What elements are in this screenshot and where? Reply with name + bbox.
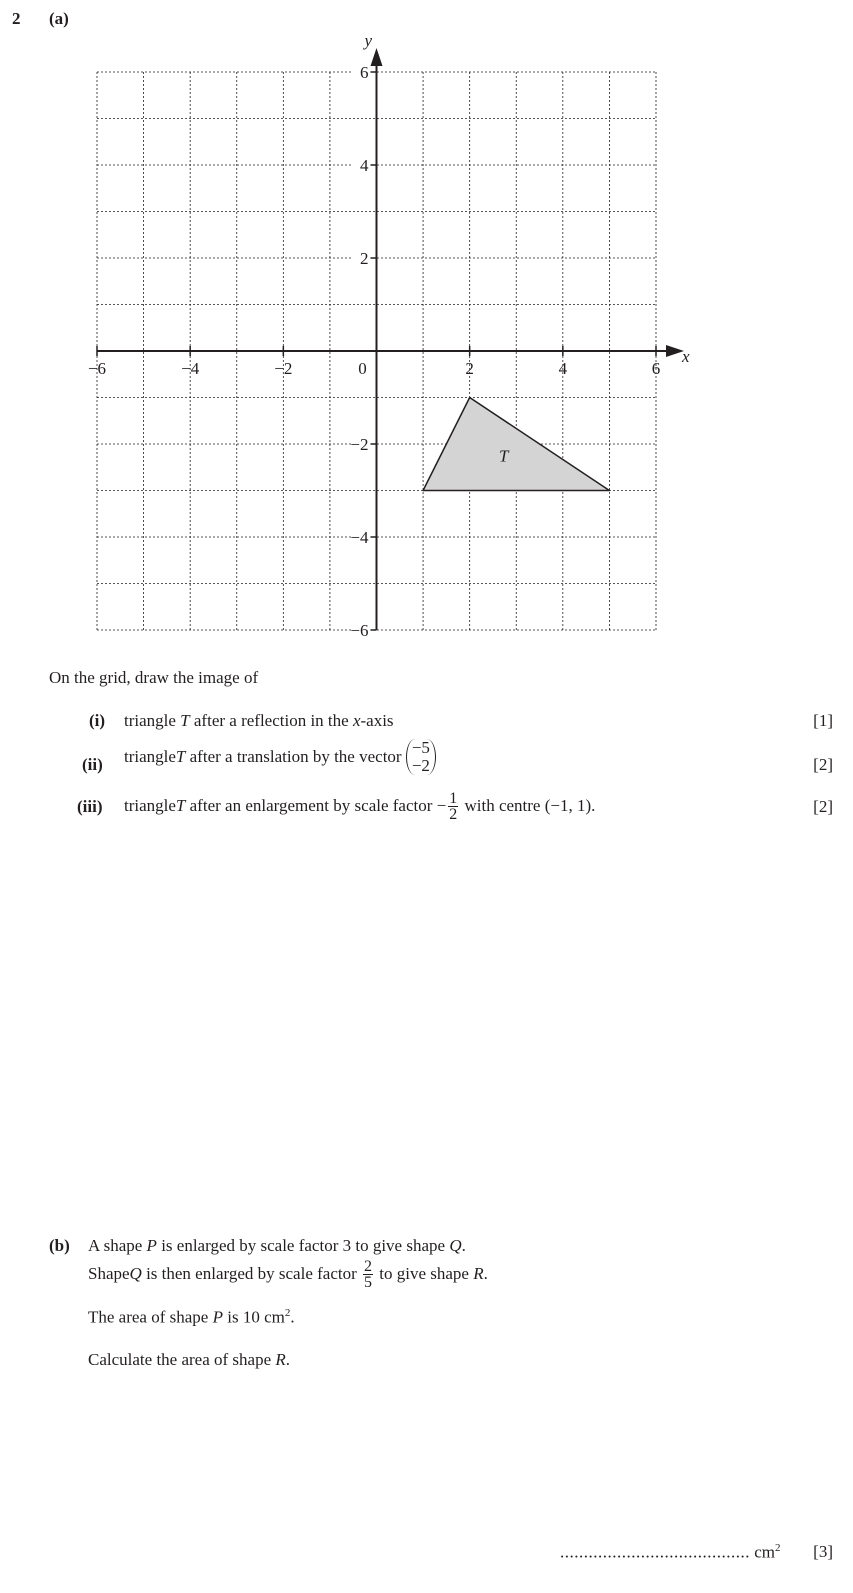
scale-factor-fraction: $\frac{1}{2}$ [449,789,458,823]
part-a-label: (a) [49,9,69,28]
item-iii-marks: [2] [813,797,833,816]
y-tick-label: −4 [350,528,369,547]
y-axis-label: y [364,31,373,50]
scale-factor-fraction-b: $\frac{2}{5}$ [364,1257,373,1291]
coordinate-grid[interactable] [0,0,853,650]
instruction-text: On the grid, draw the image of [49,668,259,687]
x-tick-label: 6 [651,359,661,378]
x-tick-label: 4 [558,359,568,378]
x-tick-label: −6 [87,359,107,378]
item-i-marks: [1] [813,711,833,730]
x-tick-label: −2 [274,359,293,378]
item-ii-text: triangle T after a translation by the vector −5 −2 [124,736,436,778]
part-b-label: (b) [49,1236,70,1255]
y-axis-arrow [371,48,383,66]
answer-line[interactable]: ........................................ $cm^2$ [560,1542,781,1562]
item-ii-label: (ii) [82,755,103,774]
x-tick-label: 2 [465,359,474,378]
x-tick-label: −4 [181,359,200,378]
item-i-label: (i) [89,711,106,730]
item-ii-marks: [2] [813,755,833,774]
part-b-line3: The area of shape P is 10 $cm^2$. [88,1307,295,1327]
item-i-text: triangle T after a reflection in the x-axis [124,711,394,730]
triangle-label: T [498,446,509,466]
y-tick-label: 4 [360,156,369,175]
part-b-line1: A shape P is enlarged by scale factor 3 to give shape Q. [88,1236,466,1255]
translation-vector: −5 −2 [406,739,436,775]
question-number: 2 [12,9,21,28]
part-b-line2: Shape Q is then enlarged by scale factor $\frac{2}{5}$ to give shape R . [88,1257,488,1291]
y-tick-label: −6 [350,621,369,640]
y-tick-label: −2 [350,435,369,454]
x-tick-label: 0 [358,359,367,378]
part-b-line4: Calculate the area of shape R. [88,1350,291,1369]
y-tick-label: 6 [360,63,369,82]
item-iii-label: (iii) [77,797,103,816]
y-tick-label: 2 [360,249,369,268]
item-iii-text: triangle T after an enlargement by scale factor − $\frac{1}{2}$ with centre (−1, 1) . [124,789,596,823]
x-axis-label: x [682,347,690,366]
part-b-marks: [3] [813,1542,833,1561]
axes-layer [97,31,690,630]
